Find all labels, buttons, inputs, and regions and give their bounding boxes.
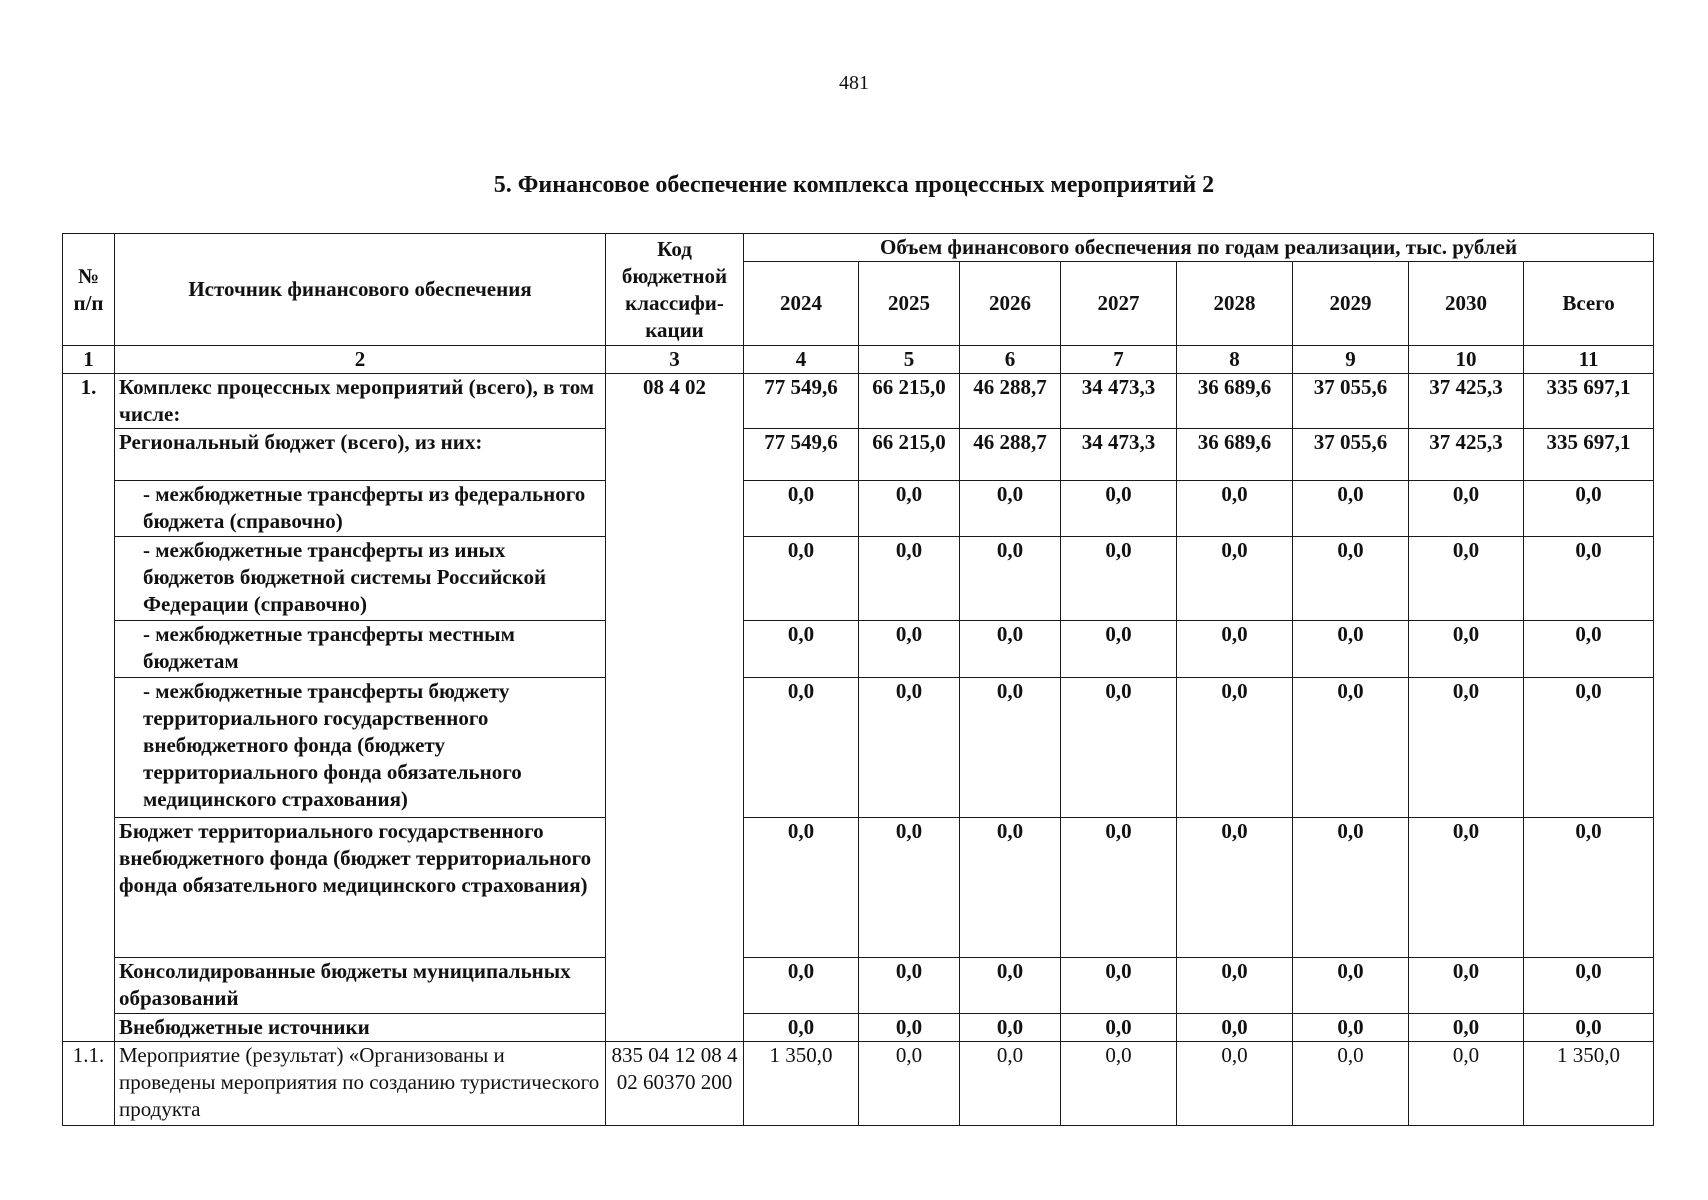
table-row	[63, 537, 1654, 621]
value-cell: 46 288,7	[960, 429, 1061, 481]
table-row	[63, 1042, 1654, 1126]
header-code: Код бюджетной классифи-кации	[606, 234, 744, 346]
table-row	[63, 958, 1654, 1014]
value-cell: 0,0	[960, 678, 1061, 818]
value-cell: 0,0	[859, 958, 960, 1014]
header-year: 2027	[1061, 262, 1177, 346]
value-cell: 0,0	[1061, 621, 1177, 678]
column-numbers-row	[63, 346, 1654, 374]
header-year: 2030	[1409, 262, 1524, 346]
column-number: 4	[744, 346, 859, 374]
value-cell: 0,0	[744, 621, 859, 678]
column-number: 10	[1409, 346, 1524, 374]
table-body	[63, 374, 1654, 1126]
value-cell: 0,0	[1524, 1014, 1654, 1042]
value-cell: 0,0	[960, 1042, 1061, 1126]
value-cell: 0,0	[1177, 1014, 1293, 1042]
budget-code-cell: 08 4 02	[606, 374, 744, 1042]
value-cell: 0,0	[1177, 537, 1293, 621]
table-row	[63, 481, 1654, 537]
value-cell: 36 689,6	[1177, 374, 1293, 429]
value-cell: 0,0	[1409, 481, 1524, 537]
source-cell: Бюджет территориального государственного внебюджетного фонда (бюджет территориального фонда обязательного медицинского страхования)	[115, 818, 606, 958]
row-number: 1.1.	[63, 1042, 115, 1126]
column-number: 8	[1177, 346, 1293, 374]
source-cell: Внебюджетные источники	[115, 1014, 606, 1042]
value-cell: 335 697,1	[1524, 374, 1654, 429]
source-cell: Консолидированные бюджеты муниципальных образований	[115, 958, 606, 1014]
value-cell: 34 473,3	[1061, 374, 1177, 429]
value-cell: 0,0	[859, 1042, 960, 1126]
value-cell: 0,0	[1524, 958, 1654, 1014]
value-cell: 0,0	[1524, 537, 1654, 621]
table-row	[63, 374, 1654, 429]
value-cell: 77 549,6	[744, 374, 859, 429]
table-row	[63, 678, 1654, 818]
value-cell: 0,0	[1524, 621, 1654, 678]
table-row	[63, 818, 1654, 958]
value-cell: 66 215,0	[859, 374, 960, 429]
value-cell: 0,0	[1409, 621, 1524, 678]
column-number: 9	[1293, 346, 1409, 374]
value-cell: 0,0	[960, 818, 1061, 958]
value-cell: 0,0	[1293, 1014, 1409, 1042]
value-cell: 0,0	[1293, 1042, 1409, 1126]
value-cell: 0,0	[1061, 481, 1177, 537]
value-cell: 0,0	[1524, 678, 1654, 818]
column-number: 11	[1524, 346, 1654, 374]
value-cell: 0,0	[859, 1014, 960, 1042]
value-cell: 0,0	[1293, 958, 1409, 1014]
table-header	[63, 234, 1654, 374]
value-cell: 335 697,1	[1524, 429, 1654, 481]
value-cell: 77 549,6	[744, 429, 859, 481]
value-cell: 0,0	[744, 818, 859, 958]
value-cell: 0,0	[1409, 958, 1524, 1014]
value-cell: 0,0	[859, 481, 960, 537]
table-row	[63, 1014, 1654, 1042]
table-row	[63, 621, 1654, 678]
source-cell: - межбюджетные трансферты из федерального бюджета (справочно)	[115, 481, 606, 537]
value-cell: 0,0	[1177, 1042, 1293, 1126]
value-cell: 0,0	[1061, 537, 1177, 621]
row-number: 1.	[63, 374, 115, 1042]
value-cell: 0,0	[1177, 621, 1293, 678]
column-number: 6	[960, 346, 1061, 374]
value-cell: 0,0	[1293, 537, 1409, 621]
value-cell: 0,0	[1061, 1042, 1177, 1126]
value-cell: 0,0	[1061, 958, 1177, 1014]
header-year: 2024	[744, 262, 859, 346]
value-cell: 0,0	[1177, 678, 1293, 818]
value-cell: 0,0	[1293, 621, 1409, 678]
value-cell: 37 055,6	[1293, 429, 1409, 481]
source-cell: Региональный бюджет (всего), из них:	[115, 429, 606, 481]
value-cell: 0,0	[859, 621, 960, 678]
value-cell: 0,0	[859, 678, 960, 818]
value-cell: 37 055,6	[1293, 374, 1409, 429]
value-cell: 0,0	[1177, 818, 1293, 958]
value-cell: 0,0	[1293, 678, 1409, 818]
value-cell: 0,0	[1409, 1014, 1524, 1042]
header-year: 2026	[960, 262, 1061, 346]
value-cell: 0,0	[744, 537, 859, 621]
value-cell: 34 473,3	[1061, 429, 1177, 481]
column-number: 5	[859, 346, 960, 374]
value-cell: 0,0	[859, 537, 960, 621]
value-cell: 0,0	[1177, 481, 1293, 537]
value-cell: 0,0	[744, 1014, 859, 1042]
value-cell: 0,0	[1061, 818, 1177, 958]
value-cell: 0,0	[744, 958, 859, 1014]
value-cell: 0,0	[1177, 958, 1293, 1014]
value-cell: 0,0	[859, 818, 960, 958]
value-cell: 0,0	[960, 537, 1061, 621]
header-year: 2028	[1177, 262, 1293, 346]
document-title: 5. Финансовое обеспечение комплекса процессных мероприятий 2	[493, 172, 1215, 198]
header-num: № п/п	[63, 234, 115, 346]
value-cell: 0,0	[1293, 481, 1409, 537]
source-cell: Мероприятие (результат) «Организованы и проведены мероприятия по созданию туристического продукта	[115, 1042, 606, 1126]
header-year: 2029	[1293, 262, 1409, 346]
value-cell: 0,0	[1524, 818, 1654, 958]
value-cell: 36 689,6	[1177, 429, 1293, 481]
value-cell: 0,0	[1409, 1042, 1524, 1126]
header-source: Источник финансового обеспечения	[115, 234, 606, 346]
finance-table	[62, 233, 1654, 1126]
source-cell: - межбюджетные трансферты из иных бюджетов бюджетной системы Российской Федерации (справочно)	[115, 537, 606, 621]
value-cell: 0,0	[1409, 818, 1524, 958]
value-cell: 46 288,7	[960, 374, 1061, 429]
column-number: 7	[1061, 346, 1177, 374]
column-number: 2	[115, 346, 606, 374]
table-row	[63, 429, 1654, 481]
source-cell: Комплекс процессных мероприятий (всего), в том числе:	[115, 374, 606, 429]
header-volume-group: Объем финансового обеспечения по годам реализации, тыс. рублей	[744, 234, 1654, 262]
value-cell: 0,0	[1061, 1014, 1177, 1042]
value-cell: 0,0	[1524, 481, 1654, 537]
value-cell: 0,0	[744, 678, 859, 818]
budget-code-cell: 835 04 12 08 4 02 60370 200	[606, 1042, 744, 1126]
value-cell: 0,0	[1409, 678, 1524, 818]
source-cell: - межбюджетные трансферты местным бюджетам	[115, 621, 606, 678]
value-cell: 0,0	[960, 1014, 1061, 1042]
value-cell: 1 350,0	[744, 1042, 859, 1126]
source-cell: - межбюджетные трансферты бюджету территориального государственного внебюджетного фонда (бюджету территориального фонда обязательного медицинского страхования)	[115, 678, 606, 818]
value-cell: 0,0	[960, 958, 1061, 1014]
value-cell: 66 215,0	[859, 429, 960, 481]
column-number: 1	[63, 346, 115, 374]
value-cell: 0,0	[1061, 678, 1177, 818]
value-cell: 37 425,3	[1409, 429, 1524, 481]
value-cell: 0,0	[960, 481, 1061, 537]
value-cell: 0,0	[960, 621, 1061, 678]
value-cell: 37 425,3	[1409, 374, 1524, 429]
header-year: 2025	[859, 262, 960, 346]
value-cell: 0,0	[1293, 818, 1409, 958]
page-number: 481	[839, 72, 869, 94]
value-cell: 0,0	[744, 481, 859, 537]
header-total: Всего	[1524, 262, 1654, 346]
value-cell: 0,0	[1409, 537, 1524, 621]
column-number: 3	[606, 346, 744, 374]
value-cell: 1 350,0	[1524, 1042, 1654, 1126]
